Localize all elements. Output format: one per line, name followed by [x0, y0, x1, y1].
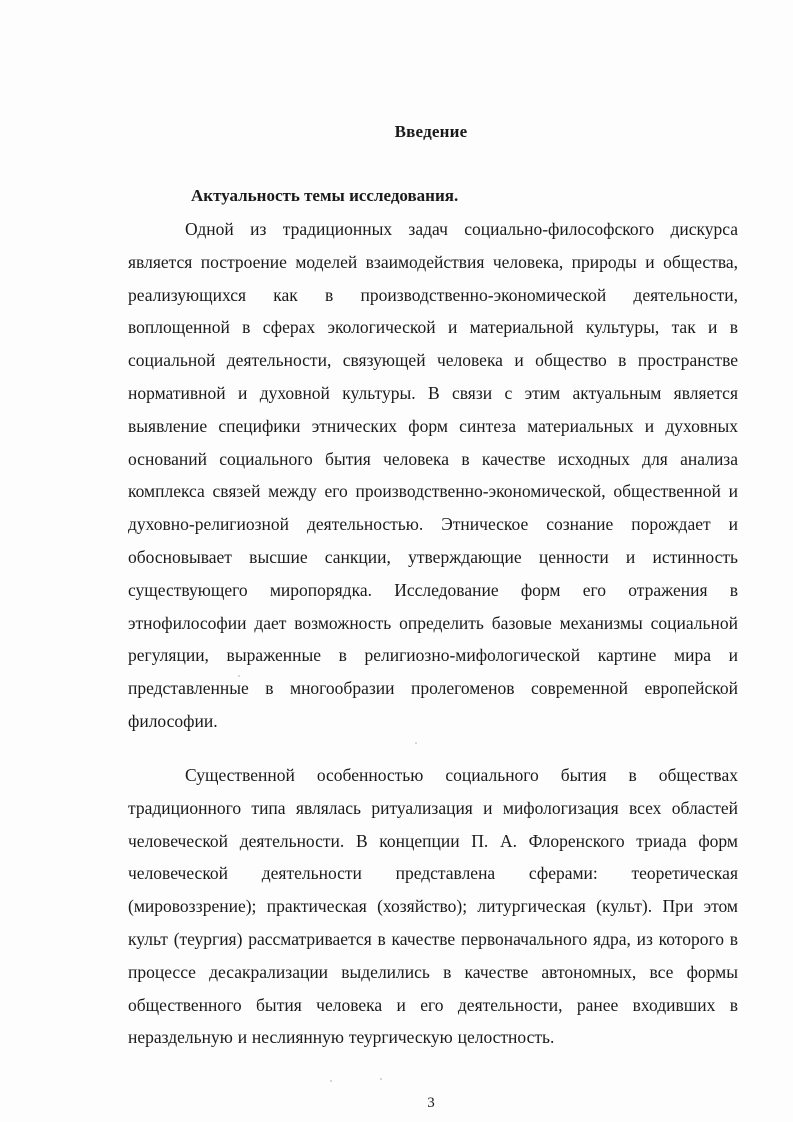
- section-subheading: Актуальность темы исследования.: [191, 186, 459, 205]
- paragraph-1: Одной из традиционных задач социально-философского дискурса является построение моделей взаимодействия человека, природы и общества, реализующихся как в производственно-экономической деятельности, воплощенной в сферах экологической и материальной культуры, так и в социальной деятельности, связующей человека и общество в пространстве нормативной и духовной культуры. В связи с этим актуальным является выявление специфики этнических форм синтеза материальных и духовных оснований социального бытия человека в качестве исходных для анализа комплекса связей между его производственно-экономической, общественной и духовно-религиозной деятельностью. Этническое сознание порождает и обосновывает высшие санкции, утверждающие ценности и истинность существующего миропорядка. Исследование форм его отражения в этнофилософии дает возможность определить базовые механизмы социальной регуляции, выраженные в религиозно-мифологической картине мира и представленные в многообразии пролегоменов современной европейской философии.: [128, 219, 738, 731]
- page-heading: Введение: [394, 122, 468, 141]
- scan-speck: [238, 675, 240, 677]
- paragraph-2: Существенной особенностью социального бытия в обществах традиционного типа являлась ритуализация и мифологизация всех областей человеческой деятельности. В концепции П. А. Флоренского триада форм человеческой деятельности представлена сферами: теоретическая (мировоззрение); практическая (хозяйство); литургическая (культ). При этом культ (теургия) рассматривается в качестве первоначального ядра, из которого в процессе десакрализации выделились в качестве автономных, все формы общественного бытия человека и его деятельности, ранее входивших в нераздельную и неслиянную теургическую целостность.: [128, 765, 738, 1048]
- scan-speck: [330, 1080, 332, 1082]
- scan-speck: [415, 742, 417, 744]
- page-number: 3: [427, 1095, 435, 1111]
- scan-speck: [380, 1078, 382, 1080]
